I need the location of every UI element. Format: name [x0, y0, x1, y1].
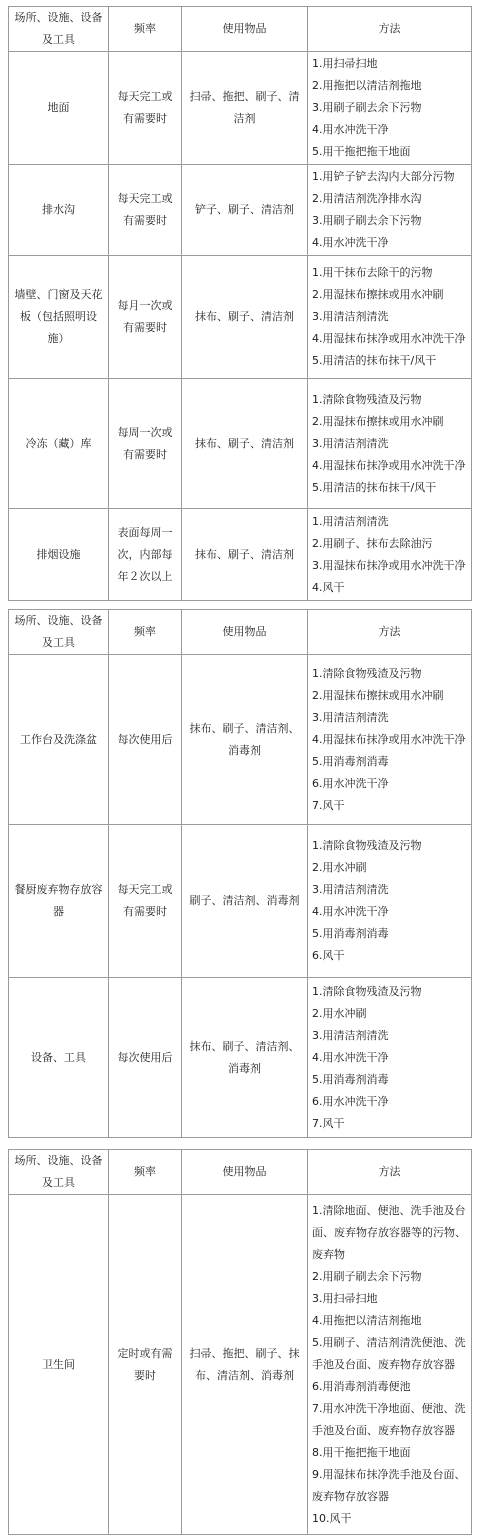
table-header-row: [9, 610, 472, 655]
method-step: 3.用清洁剂清洗: [312, 310, 389, 323]
table-header-row: [9, 1150, 472, 1195]
method-step: 2.用湿抹布擦抹或用水冲刷: [312, 688, 444, 702]
place-cell: 卫生间: [9, 1195, 109, 1535]
method-step: 1.清除食物残渣及污物: [312, 984, 422, 998]
method-step: 3.用清洁剂清洗: [312, 883, 389, 896]
freq-cell: 每次使用后: [109, 978, 182, 1138]
table-row: [9, 825, 472, 978]
freq-cell: 定时或有需要时: [109, 1195, 182, 1535]
method-step: 9.用湿抹布抹净洗手池及台面、废弃物存放容器: [312, 1467, 466, 1503]
table-row: [9, 509, 472, 601]
header-method: 方法: [308, 1150, 472, 1195]
method-step: 1.清除食物残渣及污物: [312, 666, 422, 680]
place-cell: 地面: [9, 52, 109, 165]
header-place: 场所、设施、设备及工具: [9, 7, 109, 52]
method-cell: [308, 655, 472, 825]
method-step: 5.用消毒剂消毒: [312, 1072, 389, 1086]
freq-cell: 每月一次或有需要时: [109, 256, 182, 379]
table-row: [9, 379, 472, 509]
tools-cell: 抹布、刷子、清洁剂、消毒剂: [182, 655, 308, 825]
method-step: 4.用水冲洗干净: [312, 236, 389, 249]
method-step: 2.用刷子、抹布去除油污: [312, 536, 433, 550]
header-freq: 频率: [109, 1150, 182, 1195]
method-step: 1.用扫帚扫地: [312, 57, 378, 70]
method-step: 5.用消毒剂消毒: [312, 927, 389, 940]
freq-cell: 每周一次或有需要时: [109, 379, 182, 509]
freq-cell: 每天完工或有需要时: [109, 165, 182, 256]
method-step: 6.用消毒剂消毒便池: [312, 1379, 411, 1393]
method-step: 4.风干: [312, 580, 345, 594]
tools-cell: 扫帚、拖把、刷子、抹布、清洁剂、消毒剂: [182, 1195, 308, 1535]
table-row: [9, 1195, 472, 1535]
place-cell: 冷冻（藏）库: [9, 379, 109, 509]
method-step: 3.用清洁剂清洗: [312, 710, 389, 724]
method-cell: [308, 1195, 472, 1535]
method-step: 4.用湿抹布抹净或用水冲洗干净: [312, 458, 466, 472]
method-step: 3.用刷子刷去余下污物: [312, 101, 422, 114]
method-step: 3.用扫帚扫地: [312, 1291, 378, 1305]
table-row: [9, 655, 472, 825]
method-step: 5.用清洁的抹布抹干/风干: [312, 354, 437, 367]
place-cell: 设备、工具: [9, 978, 109, 1138]
method-step: 2.用清洁剂洗净排水沟: [312, 192, 422, 205]
method-step: 2.用水冲刷: [312, 861, 367, 874]
method-step: 5.用干拖把拖干地面: [312, 145, 411, 158]
method-step: 3.用清洁剂清洗: [312, 1028, 389, 1042]
method-step: 3.用湿抹布抹净或用水冲洗干净: [312, 558, 466, 572]
method-step: 3.用刷子刷去余下污物: [312, 214, 422, 227]
method-step: 2.用刷子刷去余下污物: [312, 1269, 422, 1283]
method-cell: [308, 52, 472, 165]
place-cell: 工作台及洗涤盆: [9, 655, 109, 825]
header-place: 场所、设施、设备及工具: [9, 1150, 109, 1195]
cleaning-table-1: [8, 6, 472, 601]
method-step: 6.风干: [312, 949, 345, 962]
freq-cell: 表面每周一次，内部每年２次以上: [109, 509, 182, 601]
method-step: 7.风干: [312, 798, 345, 812]
place-cell: 餐厨废弃物存放容器: [9, 825, 109, 978]
method-step: 2.用湿抹布擦抹或用水冲刷: [312, 414, 444, 428]
method-step: 1.用干抹布去除干的污物: [312, 266, 433, 279]
method-step: 8.用干拖把拖干地面: [312, 1445, 411, 1459]
place-cell: 墙壁、门窗及天花板（包括照明设施）: [9, 256, 109, 379]
header-method: 方法: [308, 7, 472, 52]
method-step: 4.用水冲洗干净: [312, 905, 389, 918]
method-step: 4.用拖把以清洁剂拖地: [312, 1313, 422, 1327]
method-cell: [308, 379, 472, 509]
method-step: 2.用湿抹布擦抹或用水冲刷: [312, 288, 444, 301]
method-cell: [308, 825, 472, 978]
method-step: 1.用清洁剂清洗: [312, 514, 389, 528]
method-step: 3.用清洁剂清洗: [312, 436, 389, 450]
header-method: 方法: [308, 610, 472, 655]
tools-cell: 抹布、刷子、清洁剂: [182, 379, 308, 509]
place-cell: 排烟设施: [9, 509, 109, 601]
method-step: 6.用水冲洗干净: [312, 1094, 389, 1108]
method-step: 4.用水冲洗干净: [312, 1050, 389, 1064]
freq-cell: 每次使用后: [109, 655, 182, 825]
table-header-row: [9, 7, 472, 52]
method-step: 1.清除食物残渣及污物: [312, 392, 422, 406]
tools-cell: 抹布、刷子、清洁剂: [182, 509, 308, 601]
header-tools: 使用物品: [182, 610, 308, 655]
method-step: 5.用清洁的抹布抹干/风干: [312, 480, 437, 494]
header-freq: 频率: [109, 7, 182, 52]
method-step: 4.用湿抹布抹净或用水冲洗干净: [312, 332, 466, 345]
method-step: 1.清除地面、便池、洗手池及台面、废弃物存放容器等的污物、废弃物: [312, 1203, 466, 1261]
table-row: [9, 256, 472, 379]
header-tools: 使用物品: [182, 1150, 308, 1195]
tools-cell: 抹布、刷子、清洁剂: [182, 256, 308, 379]
table-row: [9, 165, 472, 256]
cleaning-table-2: [8, 609, 472, 1138]
freq-cell: 每天完工或有需要时: [109, 825, 182, 978]
tools-cell: 铲子、刷子、清洁剂: [182, 165, 308, 256]
method-cell: [308, 978, 472, 1138]
method-cell: [308, 165, 472, 256]
method-step: 6.用水冲洗干净: [312, 776, 389, 790]
method-step: 7.用水冲洗干净地面、便池、洗手池及台面、废弃物存放容器: [312, 1401, 466, 1437]
method-step: 5.用消毒剂消毒: [312, 754, 389, 768]
cleaning-table-3: [8, 1149, 472, 1535]
header-tools: 使用物品: [182, 7, 308, 52]
method-step: 4.用湿抹布抹净或用水冲洗干净: [312, 732, 466, 746]
freq-cell: 每天完工或有需要时: [109, 52, 182, 165]
method-step: 1.用铲子铲去沟内大部分污物: [312, 170, 455, 183]
method-step: 10.风干: [312, 1511, 352, 1525]
method-step: 2.用拖把以清洁剂拖地: [312, 79, 422, 92]
method-cell: [308, 256, 472, 379]
method-step: 5.用刷子、清洁剂清洗便池、洗手池及台面、废弃物存放容器: [312, 1335, 466, 1371]
tools-cell: 抹布、刷子、清洁剂、消毒剂: [182, 978, 308, 1138]
table-row: [9, 978, 472, 1138]
method-step: 4.用水冲洗干净: [312, 123, 389, 136]
header-freq: 频率: [109, 610, 182, 655]
tools-cell: 扫帚、拖把、刷子、清洁剂: [182, 52, 308, 165]
method-step: 7.风干: [312, 1116, 345, 1130]
header-place: 场所、设施、设备及工具: [9, 610, 109, 655]
method-cell: [308, 509, 472, 601]
tools-cell: 刷子、清洁剂、消毒剂: [182, 825, 308, 978]
place-cell: 排水沟: [9, 165, 109, 256]
method-step: 1.清除食物残渣及污物: [312, 839, 422, 852]
table-row: [9, 52, 472, 165]
method-step: 2.用水冲刷: [312, 1006, 367, 1020]
